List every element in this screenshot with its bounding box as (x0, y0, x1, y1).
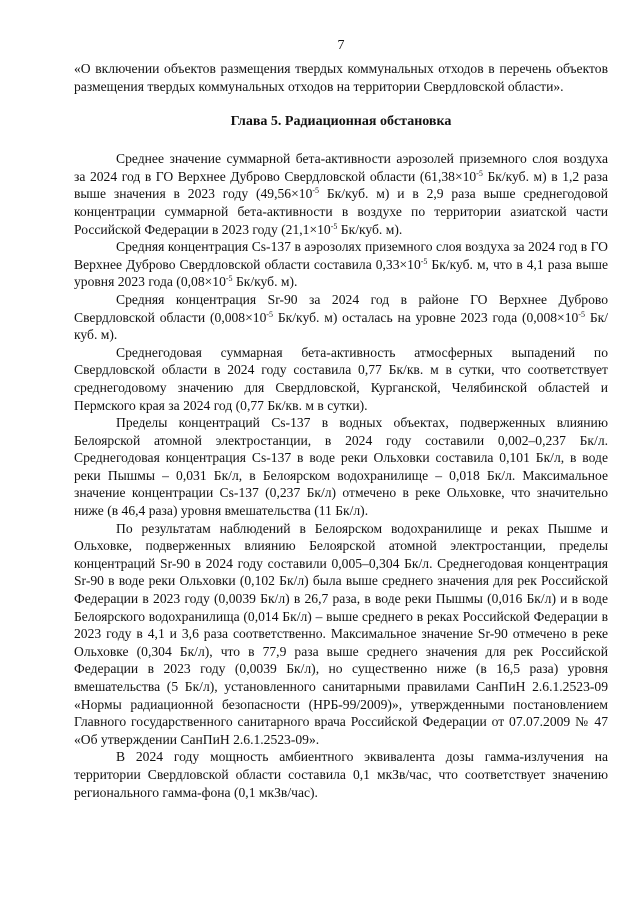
paragraph-beta-activity-aerosols: Среднее значение суммарной бета-активности аэрозолей приземного слоя воздуха за 2024 год в ГО Верхнее Дуброво Свердловской области ($61,38\times 10^{-5}$ Бк/куб. м) в 1,2 раза выше значения в 2023 году ($49,56\times 10^{-5}$ Бк/куб. м) и в 2,9 раза выше среднегодовой концентрации суммарной бета-активности в воздухе по территории азиатской части Российской Федерации в 2023 году ($21,1\times 10^{-5}$ Бк/куб. м). (74, 151, 609, 237)
paragraph-gamma-dose: В 2024 году мощность амбиентного эквивалента дозы гамма-излучения на территории Свердловской области составила 0,1 мкЗв/час, что соответствует значению регионального гамма-фона (0,1 мкЗв/час). (74, 749, 608, 800)
page-number: 7 (337, 38, 345, 53)
chapter-title: Глава 5. Радиационная обстановка (230, 114, 452, 130)
intro-paragraph: «О включении объектов размещения твердых коммунальных отходов в перечень объектов размещения твердых коммунальных отходов на территории Свердловской области». (74, 61, 608, 94)
paragraph-cs137-water: Пределы концентраций Cs-137 в водных объектах, подверженных влиянию Белоярской атомной электростанции, в 2024 году составили 0,002–0,237 Бк/л. Среднегодовая концентрация Cs-137 в воде реки Ольховки составила 0,101 Бк/л, в воде реки Пышмы – 0,031 Бк/л, в Белоярском водохранилище – 0,018 Бк/л. Максимальное значение концентрации Cs-137 (0,237 Бк/л) отмечено в реке Ольховке, что значительно ниже (в 46,4 раза) уровня вмешательства (11 Бк/л). (74, 415, 608, 519)
document-page (74, 36, 608, 801)
paragraph-sr90-water: По результатам наблюдений в Белоярском водохранилище и реках Пышме и Ольховке, подверженных влиянию Белоярской атомной электростанции, пределы концентраций Sr-90 в 2024 году составили 0,005–0,304 Бк/л. Среднегодовая концентрация Sr-90 в воде реки Ольховки (0,102 Бк/л) была выше среднего значения для рек Российской Федерации в 2023 году (0,0039 Бк/л) в 26,7 раза, в воде реки Пышмы (0,016 Бк/л) и в воде Белоярского водохранилища (0,014 Бк/л) – выше среднего в реках Российской Федерации в 2023 году в 4,1 и 3,6 раза соответственно. Максимальное значение Sr-90 отмечено в реке Ольховке (0,304 Бк/л), что в 77,9 раза выше среднего значения для рек Российской Федерации в 2023 году (0,0039 Бк/л), но существенно ниже (в 16,5 раза) уровня вмешательства (5 Бк/л), установленного санитарными правилами СанПиН 2.6.1.2523-09 «Нормы радиационной безопасности (НРБ-99/2009)», утвержденными постановлением Главного государственного санитарного врача Российской Федерации от 07.07.2009 № 47 «Об утверждении СанПиН 2.6.1.2523-09». (74, 520, 608, 747)
paragraph-cs137-aerosols: Средняя концентрация Cs-137 в аэрозолях приземного слоя воздуха за 2024 год в ГО Верхнее Дуброво Свердловской области составила $0,33\times 10^{-5}$ Бк/куб. м, что в 4,1 раза выше уровня 2023 года ($0,08\times 10^{-5}$ Бк/куб. м). (74, 239, 608, 290)
paragraph-atmospheric-fallout: Среднегодовая суммарная бета-активность атмосферных выпадений по Свердловской области в 2024 году составила 0,77 Бк/кв. м в сутки, что соответствует среднегодовому значению для Свердловской, Курганской, Челябинской областей и Пермского края за 2024 год (0,77 Бк/кв. м в сутки). (74, 344, 608, 413)
paragraph-sr90-aerosols: Средняя концентрация Sr-90 за 2024 год в районе ГО Верхнее Дуброво Свердловской области ($0,008\times 10^{-5}$ Бк/куб. м) осталась на уровне 2023 года ($0,008\times 10^{-5}$ Бк/куб. м). (74, 291, 609, 343)
